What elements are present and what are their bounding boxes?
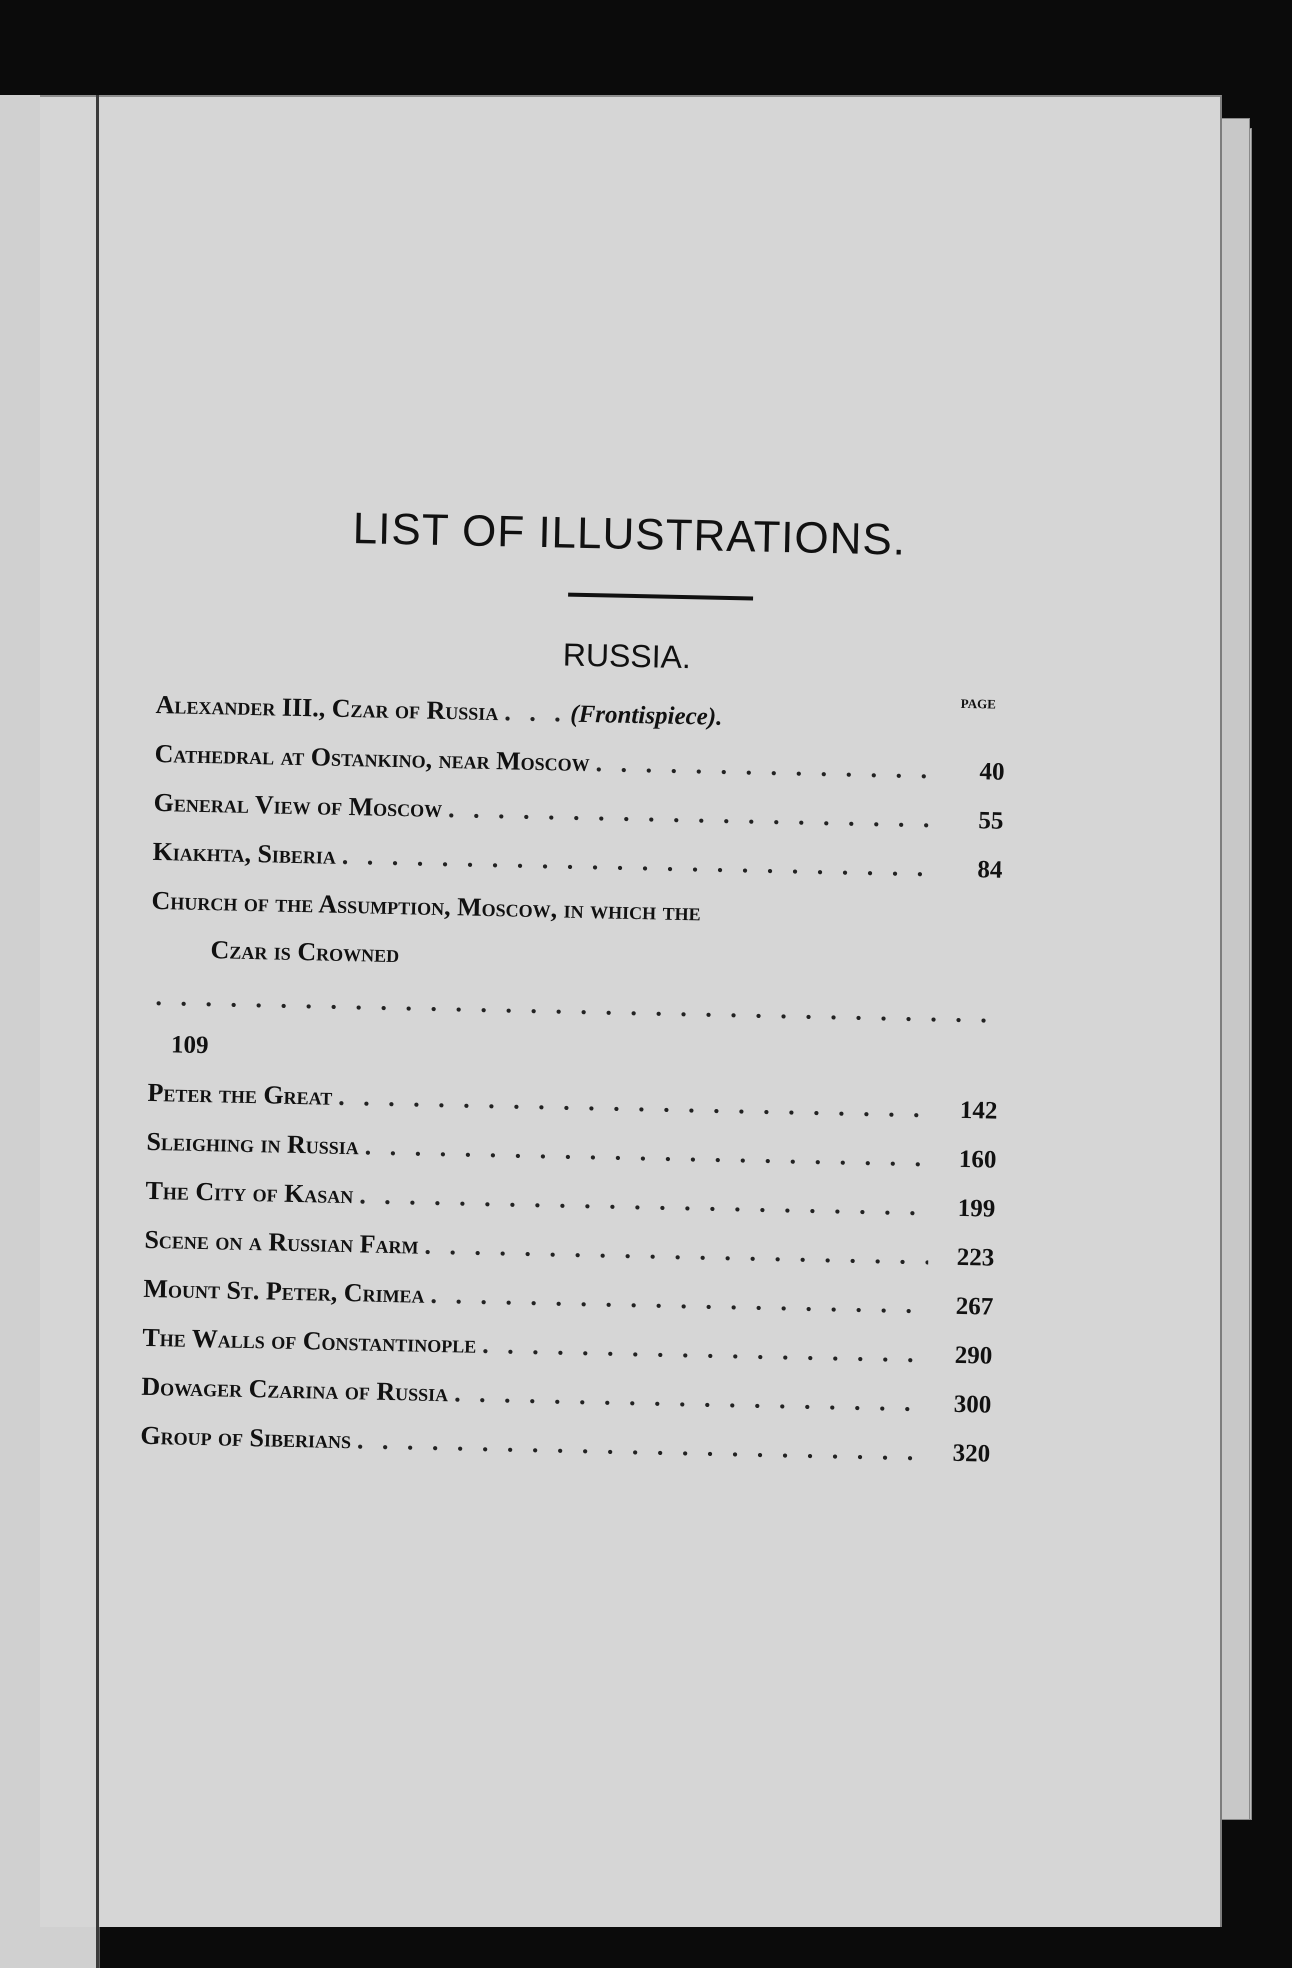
list-item — [148, 877, 1002, 1087]
entry-page-number: 40 — [979, 758, 1005, 786]
entry-page-number: 109 — [170, 1031, 209, 1060]
illustrations-list — [140, 500, 1010, 1479]
entry-page-number: 267 — [955, 1292, 994, 1321]
entry-label: The Walls of Constantinople — [142, 1322, 477, 1359]
book-gutter — [96, 95, 99, 1968]
entry-page-number: 55 — [978, 807, 1004, 835]
entry-page-number: 300 — [953, 1390, 992, 1419]
entry-note: (Frontispiece). — [570, 700, 723, 731]
entry-page-number: 199 — [957, 1194, 996, 1223]
section-heading: RUSSIA. — [562, 636, 692, 676]
leader-dots — [454, 1369, 926, 1427]
entry-page-number: 84 — [977, 856, 1003, 884]
title-rule — [568, 593, 753, 601]
entry-page-number: 223 — [956, 1243, 995, 1272]
entry-label: Mount St. Peter, Crimea — [143, 1273, 425, 1309]
leader-dots — [448, 785, 938, 843]
leader-dots — [155, 973, 994, 1039]
entry-page-number: 290 — [954, 1341, 993, 1370]
leader-dots — [595, 739, 939, 794]
entry-label: Peter the Great — [147, 1077, 333, 1111]
entry-label: Scene on a Russian Farm — [144, 1224, 419, 1260]
entry-label: General View of Moscow — [153, 787, 443, 823]
entry-label-continuation: Czar is Crowned — [210, 935, 400, 969]
entry-label: Group of Siberians — [140, 1420, 352, 1455]
leader-dots — [482, 1321, 927, 1378]
entry-page-number: 160 — [958, 1145, 997, 1174]
page-title: LIST OF ILLUSTRATIONS. — [352, 504, 907, 565]
entry-label: Kiakhta, Siberia — [152, 836, 337, 870]
page-column-heading: PAGE — [960, 695, 997, 712]
entry-label: Church of the Assumption, Moscow, in which the — [151, 885, 702, 927]
entry-label: Dowager Czarina of Russia — [141, 1371, 449, 1408]
entries-list — [140, 681, 1006, 1479]
entry-page-number: 142 — [959, 1096, 998, 1125]
entry-label: The City of Kasan — [145, 1175, 354, 1210]
entry-label: Sleighing in Russia — [146, 1126, 360, 1161]
entry-page-number: 320 — [952, 1439, 991, 1468]
entry-label: Alexander III., Czar of Russia — [155, 689, 499, 727]
entry-label: Cathedral at Ostankino, near Moscow — [154, 738, 590, 778]
leader-dots — [504, 688, 565, 737]
